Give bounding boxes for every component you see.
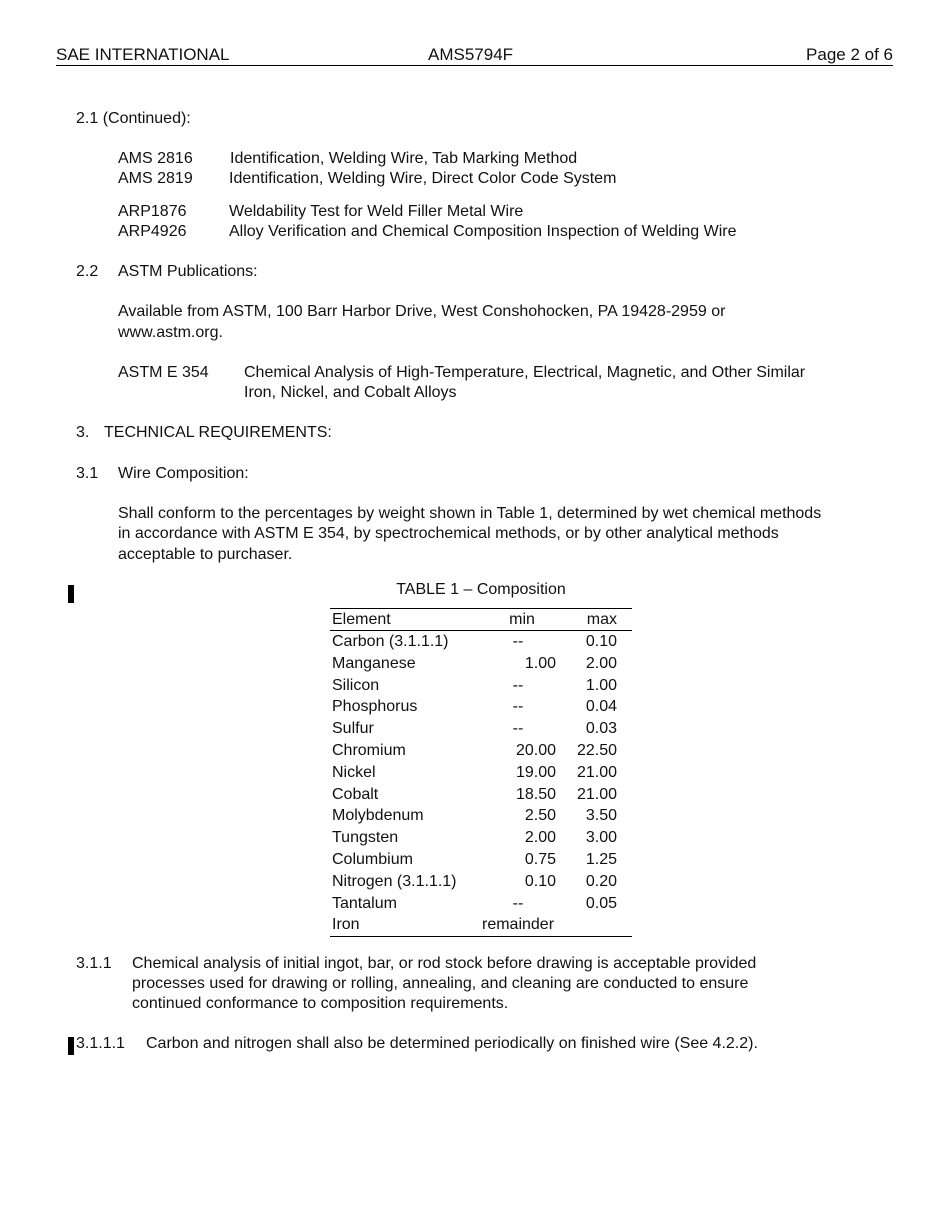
cell-element: Molybdenum: [332, 807, 424, 825]
cell-max: 3.00: [585, 829, 617, 847]
cell-max: 0.03: [585, 720, 617, 738]
header-max: max: [586, 611, 617, 628]
ref-arp4926-text: Alloy Verification and Chemical Composition Inspection of Welding Wire: [229, 223, 737, 240]
revision-bar-table1: [68, 585, 74, 603]
cell-max: 2.00: [585, 654, 617, 672]
cell-max: 0.04: [585, 698, 617, 716]
table-row: [330, 696, 632, 718]
table1-composition: [330, 608, 632, 937]
table-row: [330, 762, 632, 784]
cell-min: 2.50: [524, 807, 556, 825]
cell-min: 18.50: [515, 785, 556, 803]
section-3-1-title: Wire Composition:: [118, 465, 249, 482]
table-row: [330, 871, 632, 893]
cell-min: --: [512, 720, 524, 738]
revision-bar-3-1-1-1: [68, 1037, 74, 1055]
cell-max: 0.10: [585, 633, 617, 650]
cell-min: remainder: [481, 916, 555, 934]
astm-availability-line1: Available from ASTM, 100 Barr Harbor Drive, West Conshohocken, PA 19428-2959 or: [118, 303, 726, 320]
cell-element: Columbium: [332, 850, 413, 868]
cell-element: Manganese: [332, 654, 416, 672]
section-2-2-number: 2.2: [76, 263, 99, 280]
cell-element: Sulfur: [332, 720, 374, 738]
cell-min: 20.00: [515, 741, 556, 759]
section-3-number: 3.: [76, 424, 90, 441]
header-page-number: Page 2 of 6: [806, 45, 893, 64]
section-2-2-title: ASTM Publications:: [118, 263, 258, 280]
cell-max: 22.50: [576, 741, 617, 759]
section-3-title: TECHNICAL REQUIREMENTS:: [104, 424, 332, 441]
table-row: [330, 631, 632, 653]
table-row: [330, 740, 632, 762]
cell-max: 0.20: [585, 872, 617, 890]
ref-arp1876-code: ARP1876: [118, 203, 187, 220]
section-3-1-line3: acceptable to purchaser.: [118, 546, 293, 563]
cell-max: 21.00: [576, 763, 617, 781]
section-2-1-title: 2.1 (Continued):: [76, 110, 191, 127]
astm-availability-line2: www.astm.org.: [118, 324, 223, 341]
cell-min: 0.10: [524, 872, 556, 890]
cell-max: [556, 914, 617, 936]
cell-min: 1.00: [524, 654, 556, 672]
table-row: [330, 827, 632, 849]
ref-ams2816-code: AMS 2816: [118, 150, 193, 167]
table1-caption: TABLE 1 – Composition: [396, 581, 566, 598]
section-3-1-1-1-number: 3.1.1.1: [76, 1035, 125, 1052]
ref-arp4926-code: ARP4926: [118, 223, 187, 240]
ref-ams2816-text: Identification, Welding Wire, Tab Marking Method: [230, 150, 578, 167]
section-3-1-1-line2: processes used for drawing or rolling, annealing, and cleaning are conducted to ensure: [132, 975, 749, 992]
section-3-1-line2: in accordance with ASTM E 354, by spectrochemical methods, or by other analytical methods: [118, 525, 779, 542]
ref-ams2819-text: Identification, Welding Wire, Direct Color Code System: [229, 170, 617, 187]
header-min: min: [509, 611, 535, 628]
header-element: Element: [332, 611, 391, 628]
section-3-1-1-line3: continued conformance to composition requirements.: [132, 995, 509, 1012]
table-row: [330, 718, 632, 740]
cell-max: 21.00: [576, 785, 617, 803]
cell-min: --: [512, 894, 524, 912]
table-row: [330, 849, 632, 871]
cell-max: 3.50: [585, 807, 617, 825]
cell-element: Phosphorus: [332, 698, 418, 716]
table-row: [330, 805, 632, 827]
section-3-1-number: 3.1: [76, 465, 99, 482]
cell-min: 2.00: [524, 829, 556, 847]
ref-astm-e354-code: ASTM E 354: [118, 364, 209, 381]
cell-element: Silicon: [332, 676, 380, 694]
section-3-1-1-1-text: Carbon and nitrogen shall also be determined periodically on finished wire (See 4.2.2).: [146, 1035, 758, 1052]
section-3-1-1-line1: Chemical analysis of initial ingot, bar, or rod stock before drawing is acceptable provided: [132, 955, 757, 972]
cell-min: --: [512, 633, 524, 650]
cell-min: --: [512, 676, 524, 694]
cell-element: Carbon (3.1.1.1): [332, 633, 449, 650]
table-row: [330, 784, 632, 806]
table-row: [330, 893, 632, 915]
page-header: [56, 45, 893, 66]
ref-ams2819-code: AMS 2819: [118, 170, 193, 187]
cell-element: Iron: [332, 916, 360, 934]
section-3-1-line1: Shall conform to the percentages by weight shown in Table 1, determined by wet chemical methods: [118, 505, 822, 522]
ref-astm-e354-line2: Iron, Nickel, and Cobalt Alloys: [244, 384, 457, 401]
cell-max: 0.05: [585, 894, 617, 912]
section-3-1-1-number: 3.1.1: [76, 955, 112, 972]
cell-element: Cobalt: [332, 785, 379, 803]
cell-min: --: [512, 698, 524, 716]
cell-element: Nickel: [332, 763, 376, 781]
ref-astm-e354-line1: Chemical Analysis of High-Temperature, Electrical, Magnetic, and Other Similar: [244, 364, 806, 381]
table-row: [330, 914, 632, 936]
ref-arp1876-text: Weldability Test for Weld Filler Metal Wire: [229, 203, 524, 220]
cell-max: 1.00: [585, 676, 617, 694]
cell-min: 0.75: [524, 850, 556, 868]
cell-max: 1.25: [585, 850, 617, 868]
cell-element: Tungsten: [332, 829, 399, 847]
cell-min: 19.00: [515, 763, 556, 781]
header-org: SAE INTERNATIONAL: [56, 45, 230, 64]
table-header-row: [330, 609, 632, 631]
header-doc-id: AMS5794F: [428, 45, 514, 64]
cell-element: Tantalum: [332, 894, 397, 912]
table-row: [330, 675, 632, 697]
cell-element: Nitrogen (3.1.1.1): [332, 872, 457, 890]
cell-element: Chromium: [332, 741, 406, 759]
table-row: [330, 653, 632, 675]
